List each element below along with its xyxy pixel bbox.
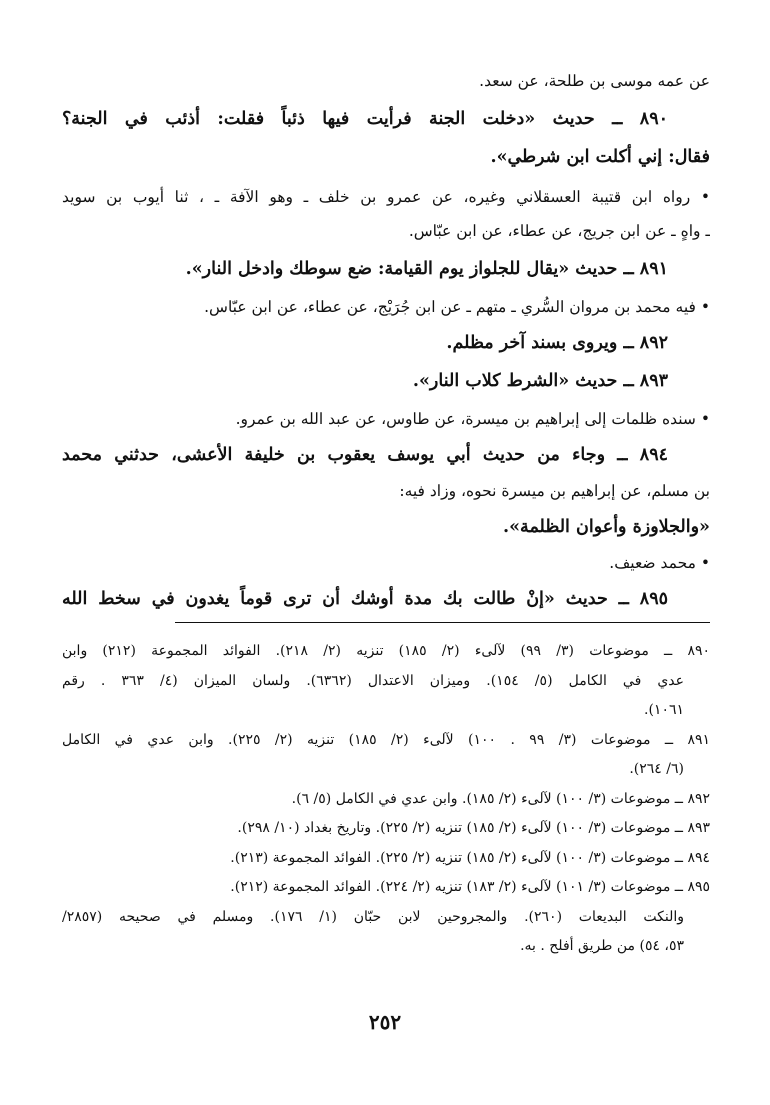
footnote-895-line-3: ٥٣، ٥٤) من طريق أفلح . به.: [520, 938, 684, 954]
footnote-891-line-1: ٨٩١ ــ موضوعات (٣/ ٩٩ . ١٠٠) لآلىء (٢/ ١٨٥) تنزيه (٢/ ٢٢٥). وابن عدي في الكامل: [62, 731, 710, 748]
hadith-890-continuation: فقال: إني أكلت ابن شرطي».: [490, 147, 710, 167]
comment-894: • محمد ضعيف.: [609, 554, 710, 572]
comment-891: • فيه محمد بن مروان السُّري ـ متهم ـ عن ابن جُرَيْج، عن عطاء، عن ابن عبّاس.: [204, 298, 710, 316]
hadith-895-heading: ٨٩٥ ــ حديث «إنْ طالت بك مدة أوشك أن ترى قوماً يغدون في سخط الله: [62, 589, 668, 609]
hadith-890-heading: ٨٩٠ ــ حديث «دخلت الجنة فرأيت فيها ذئباً فقلت: أذئب في الجنة؟: [62, 109, 668, 129]
footnote-894: ٨٩٤ ــ موضوعات (٣/ ١٠٠) لآلىء (٢/ ١٨٥) تنزيه (٢/ ٢٢٥). الفوائد المجموعة (٢١٣).: [230, 849, 710, 866]
footnote-890-line-2: عدي في الكامل (٥/ ١٥٤). وميزان الاعتدال (٦٣٦٢). ولسان الميزان (٤/ ٣٦٣ . رقم: [62, 672, 685, 689]
text-line-1: عن عمه موسى بن طلحة، عن سعد.: [479, 72, 710, 90]
footnote-892: ٨٩٢ ــ موضوعات (٣/ ١٠٠) لآلىء (٢/ ١٨٥). وابن عدي في الكامل (٥/ ٦).: [291, 790, 710, 807]
footnote-890-line-1: ٨٩٠ ــ موضوعات (٣/ ٩٩) لآلىء (٢/ ١٨٥) تنزيه (٢/ ٢١٨). الفوائد المجموعة (٢١٢) وابن: [62, 643, 710, 659]
footnote-separator: [175, 622, 710, 623]
footnote-895-line-2: والنكت البديعات (٢٦٠). والمجروحين لابن حبّان (١/ ١٧٦). ومسلم في صحيحه (٢٨٥٧/: [62, 908, 684, 925]
comment-893: • سنده ظلمات إلى إبراهيم بن ميسرة، عن طاوس، عن عبد الله بن عمرو.: [235, 410, 710, 428]
book-page: [62, 64, 710, 962]
hadith-893-heading: ٨٩٣ ــ حديث «الشرط كلاب النار».: [412, 371, 668, 391]
comment-890-line-2: ـ واهٍ ـ عن ابن جريج، عن عطاء، عن ابن عبّاس.: [408, 222, 710, 240]
comment-890-line-1: • رواه ابن قتيبة العسقلاني وغيره، عن عمرو بن خلف ـ وهو الآفة ـ ، ثنا أيوب بن سويد: [62, 188, 710, 206]
hadith-891-heading: ٨٩١ ــ حديث «يقال للجلواز يوم القيامة: ضع سوطك وادخل النار».: [185, 259, 668, 279]
page-number: ٢٥٢: [368, 1010, 402, 1034]
hadith-892-heading: ٨٩٢ ــ ويروى بسند آخر مظلم.: [446, 333, 668, 353]
hadith-894-continuation: بن مسلم، عن إبراهيم بن ميسرة نحوه، وزاد فيه:: [399, 482, 710, 500]
hadith-894-heading: ٨٩٤ ــ وجاء من حديث أبي يوسف يعقوب بن خليفة الأعشى، حدثني محمد: [62, 445, 668, 465]
footnote-890-line-3: ١٠٦١).: [644, 702, 684, 718]
footnote-895-line-1: ٨٩٥ ــ موضوعات (٣/ ١٠١) لآلىء (٢/ ١٨٣) تنزيه (٢/ ٢٢٤). الفوائد المجموعة (٢١٢).: [230, 879, 710, 895]
footnote-891-line-2: (٦/ ٢٦٤).: [629, 761, 684, 777]
footnote-893: ٨٩٣ ــ موضوعات (٣/ ١٠٠) لآلىء (٢/ ١٨٥) تنزيه (٢/ ٢٢٥). وتاريخ بغداد (١٠/ ٢٩٨).: [237, 820, 710, 836]
hadith-894-quote: «والجلاوزة وأعوان الظلمة».: [503, 517, 710, 537]
